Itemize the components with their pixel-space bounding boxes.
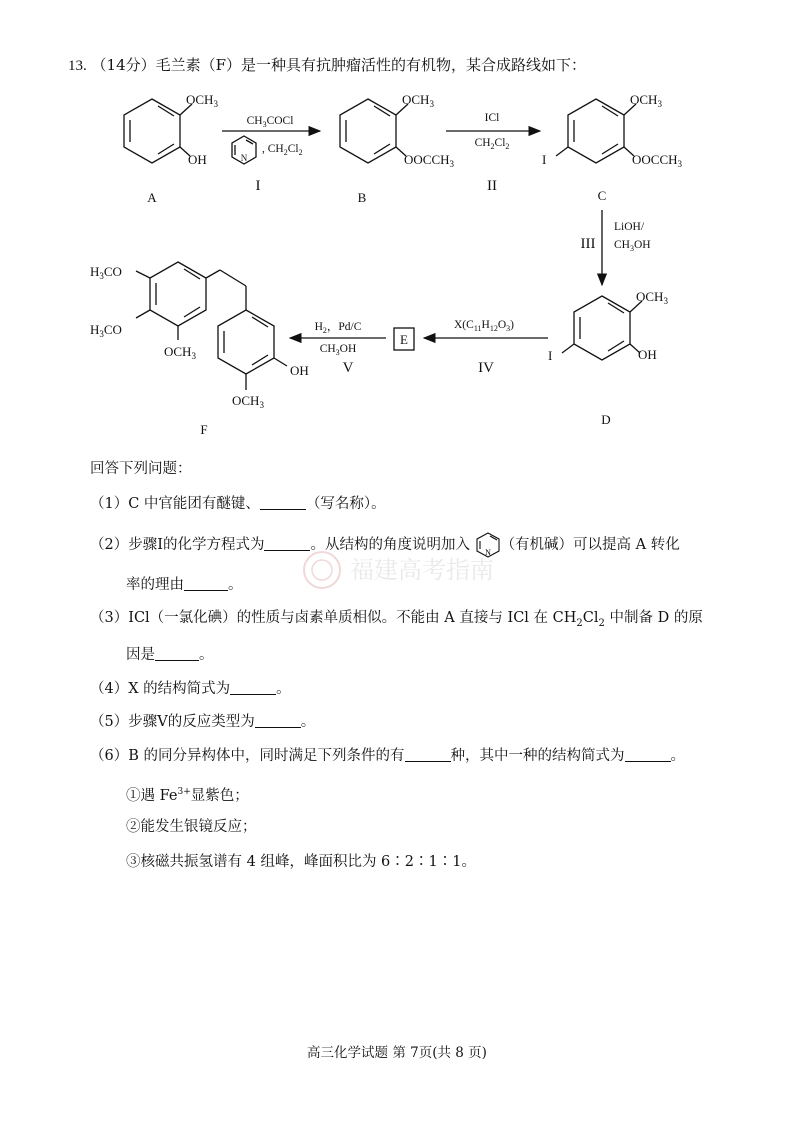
svg-text:OCH3: $OCH_3$	[232, 393, 264, 410]
svg-text:I: I	[542, 152, 547, 167]
synthesis-scheme	[0, 0, 794, 460]
svg-text:CH3OH: $CH_3OH$	[319, 343, 357, 357]
sub-question-1: （1）C 中官能团有醚键、 （写名称）。	[90, 496, 386, 512]
svg-text:N: N	[240, 153, 248, 163]
answer-blank[interactable]	[155, 646, 199, 661]
compound-e-label: E	[400, 332, 408, 347]
answer-blank[interactable]	[255, 713, 301, 728]
svg-text:I: I	[548, 348, 553, 363]
answer-blank[interactable]	[260, 495, 306, 510]
svg-text:OCH3: $OCH_3$	[164, 344, 196, 361]
step-iv-label: IV	[478, 360, 494, 376]
svg-text:OCH3: $OCH_3$	[402, 92, 434, 109]
svg-text:OCH3: $OCH_3$	[636, 289, 668, 306]
svg-text:OCH3: $OCH_3$	[630, 92, 662, 109]
compound-b-label: B	[357, 190, 367, 205]
compound-a-structure	[124, 99, 192, 163]
sub-question-4: （4）X 的结构简式为 。	[90, 681, 291, 697]
svg-text:OH: OH	[290, 363, 309, 378]
svg-text:OH: OH	[188, 152, 207, 167]
svg-text:X(C11H12O3): $X(C_{11}H_{12}O_3)$	[454, 319, 514, 333]
svg-text:H2，Pd/C: $H_2$，Pd/C	[314, 321, 362, 335]
svg-text:福建高考指南: 福建高考指南	[350, 556, 494, 584]
condition-2: ②能发生银镜反应；	[126, 819, 257, 835]
step-iii-label: III	[580, 236, 596, 252]
condition-1: ①遇 $Fe^{3+}$显紫色；	[126, 787, 249, 804]
sub-question-3-line2: 因是 。	[126, 647, 214, 663]
step-i-label: I	[255, 178, 261, 194]
watermark	[300, 540, 540, 600]
answer-blank[interactable]	[230, 680, 276, 695]
svg-text:H3CO: $H_3CO$	[90, 322, 122, 339]
watermark-seal-icon	[300, 540, 540, 600]
step-ii-label: II	[487, 178, 497, 194]
answer-blank[interactable]	[184, 576, 228, 591]
compound-b-structure	[340, 99, 408, 163]
question-score: （14分）	[91, 56, 156, 74]
sub-question-2: （2）步骤I的化学方程式为 。从结构的角度说明加入 N （有机碱）可以提高 A 转化	[90, 531, 680, 559]
sub-question-6: （6）B 的同分异构体中，同时满足下列条件的有 种，其中一种的结构简式为 。	[90, 748, 685, 764]
answer-blank[interactable]	[625, 747, 671, 762]
compound-d-label: D	[601, 412, 611, 427]
question-stem: 毛兰素（F）是一种具有抗肿瘤活性的有机物，某合成路线如下：	[155, 56, 587, 74]
compound-c-label: C	[597, 188, 607, 203]
compound-f-label: F	[200, 422, 208, 437]
svg-text:OCH3: $OCH_3$	[186, 92, 218, 109]
svg-text:N: N	[484, 548, 491, 557]
compound-c-structure	[556, 99, 636, 163]
sub-question-5: （5）步骤V的反应类型为 。	[90, 714, 316, 730]
compound-a-label: A	[147, 190, 157, 205]
svg-text:CH2Cl2: $CH_2Cl_2$	[474, 137, 510, 151]
compound-f-structure	[136, 262, 287, 390]
svg-text:CH3COCl: $CH_3COCl$	[246, 115, 294, 129]
compound-d-structure	[562, 296, 642, 360]
answer-prompt: 回答下列问题：	[90, 461, 192, 477]
page-footer: 高三化学试题 第 7页(共 8 页)	[307, 1045, 487, 1061]
sub-question-3: （3）ICl（一氯化碘）的性质与卤素单质相似。不能由 A 直接与 ICl 在 $CH_2Cl_2$ 中制备 D 的原	[90, 610, 703, 629]
step-v-label: V	[342, 360, 354, 376]
svg-text:OOCCH3: $OOCCH_3$	[404, 152, 455, 169]
step-iii-reagent-top: LiOH/	[614, 221, 645, 233]
condition-3: ③核磁共振氢谱有 4 组峰，峰面积比为 6∶2∶1∶1。	[126, 854, 476, 870]
svg-text:OOCCH3: $OOCCH_3$	[632, 152, 683, 169]
answer-blank[interactable]	[405, 747, 451, 762]
sub-question-2-line2: 率的理由 。	[126, 577, 243, 593]
svg-text:, CH2Cl2: , $CH_2Cl_2$	[262, 143, 303, 157]
step-ii-reagent: ICl	[484, 112, 500, 124]
svg-text:OH: OH	[638, 347, 657, 362]
question-number: 13.	[68, 58, 87, 74]
svg-text:CH3OH: $CH_3OH$	[614, 239, 651, 253]
svg-text:H3CO: $H_3CO$	[90, 264, 122, 281]
